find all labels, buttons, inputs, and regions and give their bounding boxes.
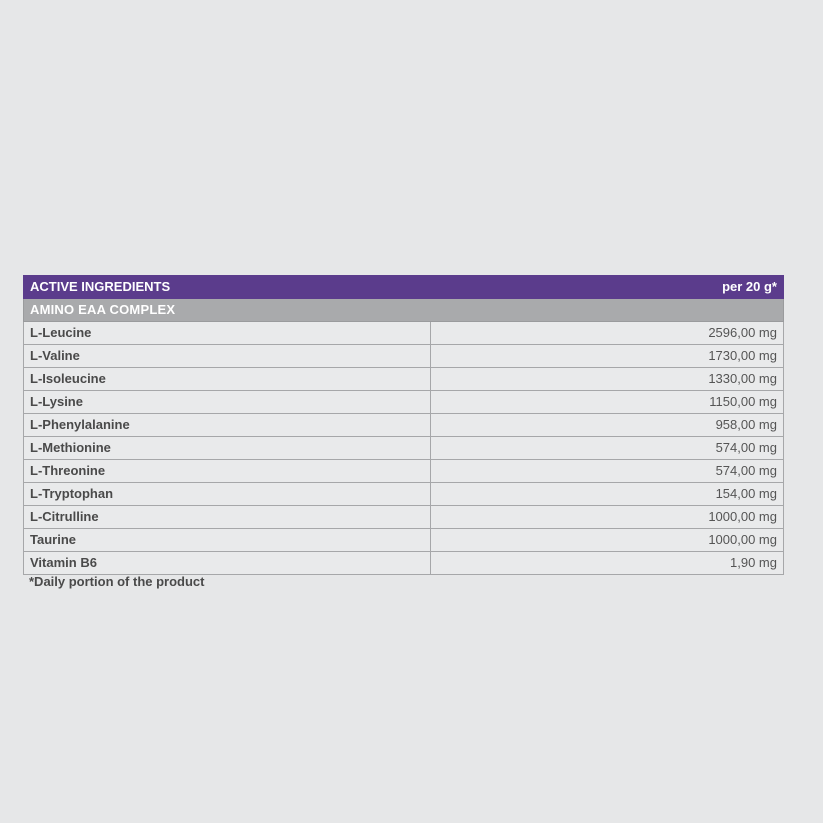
section-title: AMINO EAA COMPLEX [24, 299, 784, 322]
table-header-row [24, 276, 784, 299]
ingredient-name: L-Lysine [24, 391, 431, 414]
ingredient-amount: 574,00 mg [431, 437, 784, 460]
table-row [24, 391, 784, 414]
ingredient-name: L-Leucine [24, 322, 431, 345]
ingredient-name: L-Isoleucine [24, 368, 431, 391]
ingredient-amount: 958,00 mg [431, 414, 784, 437]
ingredients-table [23, 275, 784, 575]
header-title: ACTIVE INGREDIENTS [24, 276, 431, 299]
ingredient-amount: 1330,00 mg [431, 368, 784, 391]
ingredient-amount: 574,00 mg [431, 460, 784, 483]
header-serving: per 20 g* [431, 276, 784, 299]
table-row [24, 437, 784, 460]
ingredient-name: Taurine [24, 529, 431, 552]
section-header-row [24, 299, 784, 322]
ingredients-table-container [23, 275, 783, 575]
ingredient-amount: 1,90 mg [431, 552, 784, 575]
table-row [24, 529, 784, 552]
ingredient-amount: 1000,00 mg [431, 506, 784, 529]
ingredient-name: L-Tryptophan [24, 483, 431, 506]
table-row [24, 483, 784, 506]
footnote: *Daily portion of the product [29, 574, 205, 589]
ingredient-amount: 154,00 mg [431, 483, 784, 506]
ingredient-amount: 2596,00 mg [431, 322, 784, 345]
table-row [24, 460, 784, 483]
ingredient-amount: 1000,00 mg [431, 529, 784, 552]
ingredient-name: L-Phenylalanine [24, 414, 431, 437]
ingredient-name: L-Methionine [24, 437, 431, 460]
ingredient-name: L-Threonine [24, 460, 431, 483]
table-row [24, 345, 784, 368]
ingredient-name: Vitamin B6 [24, 552, 431, 575]
table-row [24, 322, 784, 345]
table-row [24, 368, 784, 391]
table-row [24, 506, 784, 529]
ingredient-amount: 1730,00 mg [431, 345, 784, 368]
table-row [24, 414, 784, 437]
ingredient-name: L-Valine [24, 345, 431, 368]
ingredient-amount: 1150,00 mg [431, 391, 784, 414]
ingredient-name: L-Citrulline [24, 506, 431, 529]
